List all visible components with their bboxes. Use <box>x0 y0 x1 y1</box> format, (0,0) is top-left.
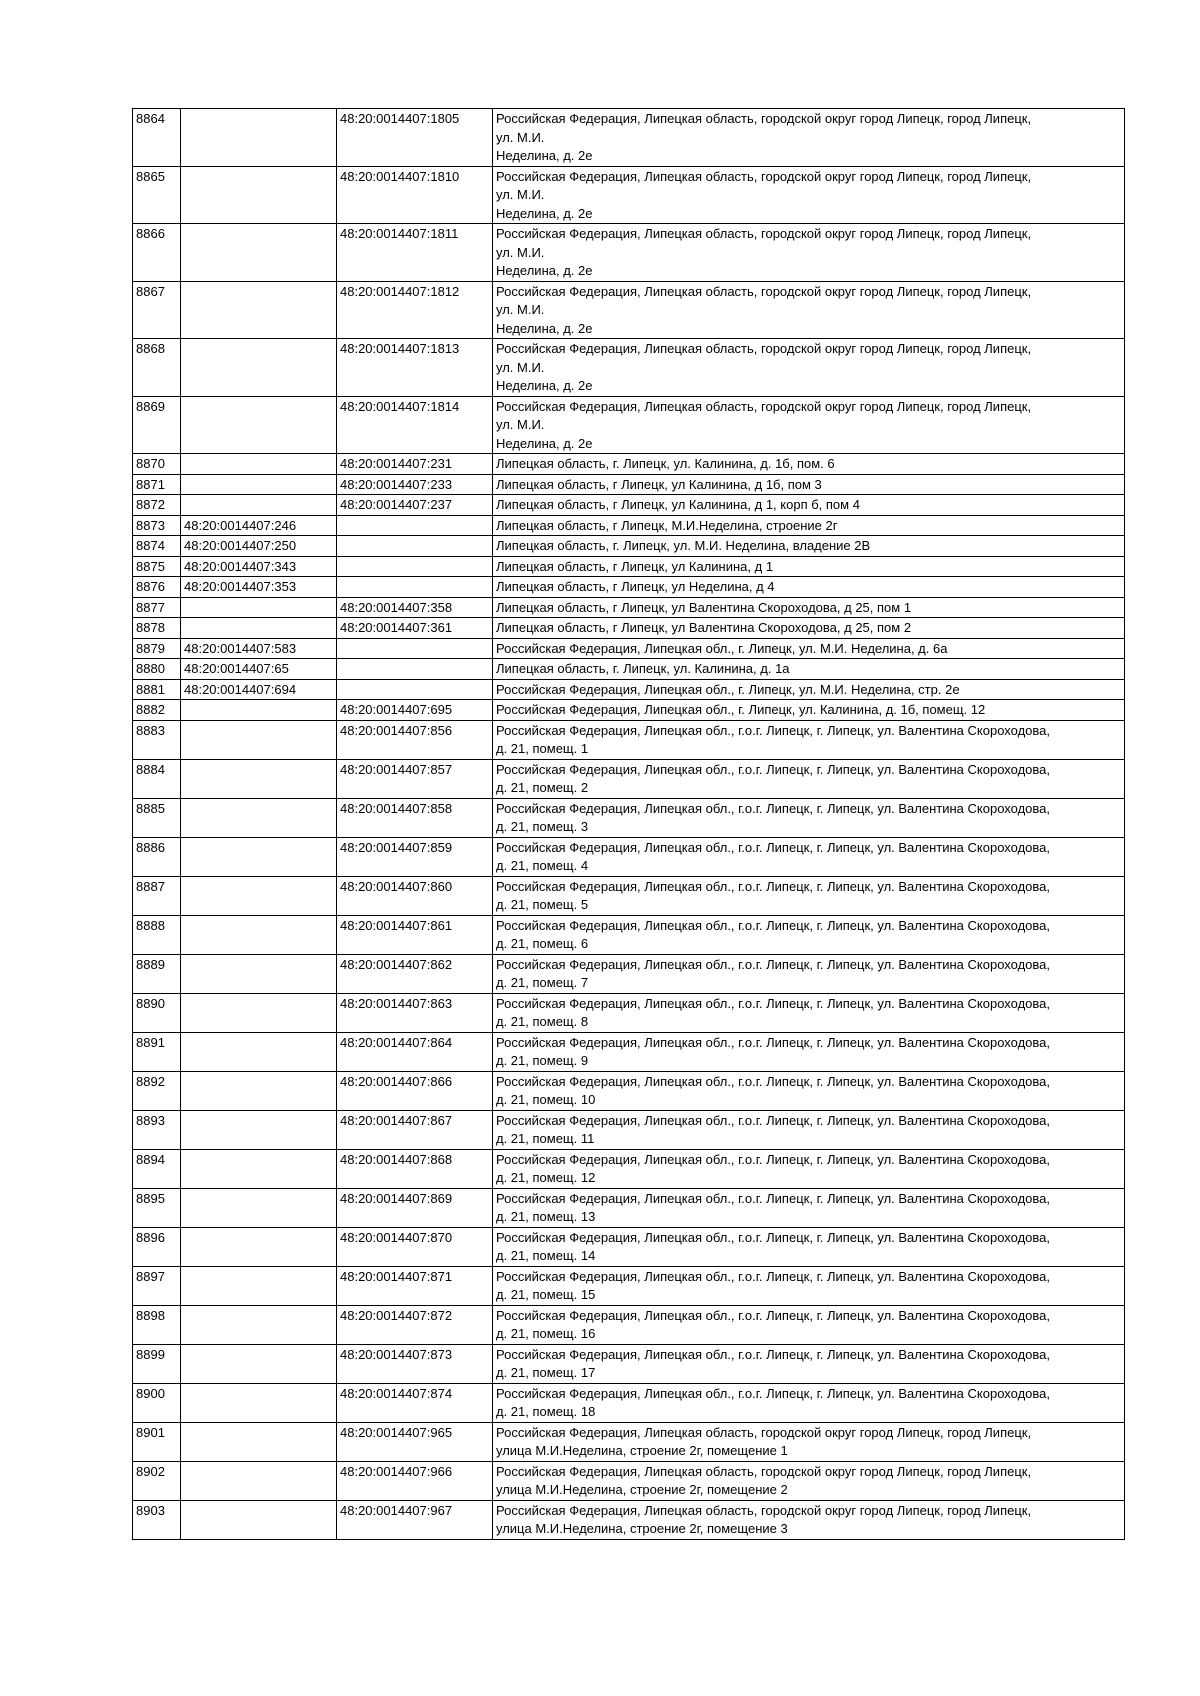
address-line: д. 21, помещ. 11 <box>496 1131 595 1146</box>
cadastral-number-cell <box>181 597 337 618</box>
address-cell <box>493 1500 1125 1539</box>
cadastral-number-cell <box>181 474 337 495</box>
row-number-cell: 8883 <box>133 720 181 759</box>
row-number-cell: 8897 <box>133 1266 181 1305</box>
row-number-cell: 8887 <box>133 876 181 915</box>
address-line: ул. М.И. <box>496 129 545 145</box>
address-line: Российская Федерация, Липецкая обл., г.о.г. Липецк, г. Липецк, ул. Валентина Скороходова, <box>496 1346 1050 1362</box>
table-row <box>133 515 1125 536</box>
address-cell <box>493 396 1125 454</box>
address-cell <box>493 281 1125 339</box>
cadastral-number-cell <box>181 720 337 759</box>
address-line: Неделина, д. 2е <box>496 320 593 336</box>
object-cadastral-number-cell: 48:20:0014407:872 <box>337 1305 493 1344</box>
address-cell <box>493 597 1125 618</box>
row-number-cell: 8879 <box>133 638 181 659</box>
cadastral-number-cell <box>181 1188 337 1227</box>
row-number-cell: 8864 <box>133 109 181 167</box>
address-line: Российская Федерация, Липецкая обл., г.о.г. Липецк, г. Липецк, ул. Валентина Скороходова, <box>496 1385 1050 1401</box>
row-number-cell: 8866 <box>133 224 181 282</box>
address-cell <box>493 1071 1125 1110</box>
object-cadastral-number-cell: 48:20:0014407:861 <box>337 915 493 954</box>
object-cadastral-number-cell: 48:20:0014407:856 <box>337 720 493 759</box>
object-cadastral-number-cell: 48:20:0014407:966 <box>337 1461 493 1500</box>
address-line: Российская Федерация, Липецкая область, городской округ город Липецк, город Липецк, <box>496 341 1032 356</box>
address-cell <box>493 109 1125 167</box>
address-line: д. 21, помещ. 18 <box>496 1404 596 1419</box>
address-cell <box>493 495 1125 516</box>
table-body <box>133 109 1125 1540</box>
row-number-cell: 8881 <box>133 679 181 700</box>
address-cell <box>493 659 1125 680</box>
address-line: Липецкая область, г. Липецк, ул. Калинина, д. 1б, пом. 6 <box>496 456 835 471</box>
row-number-cell: 8891 <box>133 1032 181 1071</box>
object-cadastral-number-cell: 48:20:0014407:867 <box>337 1110 493 1149</box>
address-cell <box>493 954 1125 993</box>
address-line: Российская Федерация, Липецкая обл., г. Липецк, ул. Калинина, д. 1б, помещ. 12 <box>496 702 986 717</box>
address-cell <box>493 1461 1125 1500</box>
table-row <box>133 876 1125 915</box>
address-line: Российская Федерация, Липецкая обл., г.о.г. Липецк, г. Липецк, ул. Валентина Скороходова, <box>496 1229 1050 1245</box>
table-row <box>133 474 1125 495</box>
object-cadastral-number-cell: 48:20:0014407:862 <box>337 954 493 993</box>
table-row <box>133 1032 1125 1071</box>
address-line: Неделина, д. 2е <box>496 263 593 278</box>
address-line: д. 21, помещ. 14 <box>496 1248 596 1263</box>
row-number-cell: 8865 <box>133 166 181 224</box>
object-cadastral-number-cell: 48:20:0014407:233 <box>337 474 493 495</box>
address-line: Российская Федерация, Липецкая область, городской округ город Липецк, город Липецк, <box>496 398 1032 414</box>
object-cadastral-number-cell: 48:20:0014407:859 <box>337 837 493 876</box>
address-cell <box>493 876 1125 915</box>
object-cadastral-number-cell: 48:20:0014407:965 <box>337 1422 493 1461</box>
object-cadastral-number-cell <box>337 536 493 557</box>
row-number-cell: 8895 <box>133 1188 181 1227</box>
table-row <box>133 915 1125 954</box>
table-row <box>133 659 1125 680</box>
address-line: Российская Федерация, Липецкая область, городской округ город Липецк, город Липецк, <box>496 111 1032 126</box>
table-row <box>133 224 1125 282</box>
address-cell <box>493 1305 1125 1344</box>
address-line: Неделина, д. 2е <box>496 205 593 221</box>
object-cadastral-number-cell <box>337 659 493 680</box>
row-number-cell: 8903 <box>133 1500 181 1539</box>
row-number-cell: 8875 <box>133 556 181 577</box>
address-cell <box>493 720 1125 759</box>
address-line: д. 21, помещ. 6 <box>496 936 589 951</box>
object-cadastral-number-cell <box>337 577 493 598</box>
row-number-cell: 8884 <box>133 759 181 798</box>
address-line: Липецкая область, г Липецк, ул Неделина, д 4 <box>496 579 775 594</box>
cadastral-number-cell <box>181 1344 337 1383</box>
cadastral-number-cell <box>181 1266 337 1305</box>
address-line: Российская Федерация, Липецкая область, городской округ город Липецк, город Липецк, <box>496 168 1032 184</box>
row-number-cell: 8886 <box>133 837 181 876</box>
address-line: Липецкая область, г. Липецк, ул. М.И. Неделина, владение 2В <box>496 538 871 553</box>
cadastral-number-cell <box>181 454 337 475</box>
row-number-cell: 8872 <box>133 495 181 516</box>
address-cell <box>493 577 1125 598</box>
row-number-cell: 8892 <box>133 1071 181 1110</box>
address-line: Липецкая область, г Липецк, ул Валентина Скороходова, д 25, пом 2 <box>496 620 912 635</box>
table-row <box>133 618 1125 639</box>
address-line: Российская Федерация, Липецкая обл., г.о.г. Липецк, г. Липецк, ул. Валентина Скороходова, <box>496 800 1050 816</box>
object-cadastral-number-cell: 48:20:0014407:1814 <box>337 396 493 454</box>
address-line: улица М.И.Неделина, строение 2г, помещение 2 <box>496 1482 788 1497</box>
row-number-cell: 8893 <box>133 1110 181 1149</box>
cadastral-number-cell <box>181 618 337 639</box>
cadastral-number-cell: 48:20:0014407:65 <box>181 659 337 680</box>
table-row <box>133 700 1125 721</box>
table-row <box>133 577 1125 598</box>
address-line: Российская Федерация, Липецкая обл., г.о.г. Липецк, г. Липецк, ул. Валентина Скороходова, <box>496 1307 1050 1323</box>
object-cadastral-number-cell: 48:20:0014407:1811 <box>337 224 493 282</box>
table-row <box>133 1461 1125 1500</box>
table-row <box>133 556 1125 577</box>
address-line: Российская Федерация, Липецкая обл., г.о.г. Липецк, г. Липецк, ул. Валентина Скороходова, <box>496 1073 1050 1089</box>
object-cadastral-number-cell: 48:20:0014407:864 <box>337 1032 493 1071</box>
address-cell <box>493 679 1125 700</box>
table-row <box>133 720 1125 759</box>
address-cell <box>493 556 1125 577</box>
object-cadastral-number-cell: 48:20:0014407:1813 <box>337 339 493 397</box>
address-cell <box>493 1032 1125 1071</box>
address-cell <box>493 166 1125 224</box>
address-line: Российская Федерация, Липецкая обл., г.о.г. Липецк, г. Липецк, ул. Валентина Скороходова, <box>496 1268 1050 1284</box>
address-line: ул. М.И. <box>496 417 545 432</box>
table-row <box>133 1071 1125 1110</box>
address-cell <box>493 638 1125 659</box>
address-line: Липецкая область, г. Липецк, ул. Калинина, д. 1а <box>496 661 790 676</box>
address-cell <box>493 1110 1125 1149</box>
address-line: д. 21, помещ. 10 <box>496 1092 596 1107</box>
address-line: д. 21, помещ. 9 <box>496 1053 589 1068</box>
address-line: д. 21, помещ. 16 <box>496 1326 596 1341</box>
object-cadastral-number-cell: 48:20:0014407:1805 <box>337 109 493 167</box>
row-number-cell: 8894 <box>133 1149 181 1188</box>
address-cell <box>493 224 1125 282</box>
table-row <box>133 837 1125 876</box>
cadastral-number-cell: 48:20:0014407:343 <box>181 556 337 577</box>
address-cell <box>493 1227 1125 1266</box>
address-cell <box>493 798 1125 837</box>
address-cell <box>493 1188 1125 1227</box>
cadastral-number-cell <box>181 495 337 516</box>
cadastral-number-cell <box>181 915 337 954</box>
address-line: д. 21, помещ. 7 <box>496 975 589 990</box>
cadastral-number-cell <box>181 1500 337 1539</box>
address-line: Российская Федерация, Липецкая область, городской округ город Липецк, город Липецк, <box>496 1463 1032 1479</box>
table-row <box>133 396 1125 454</box>
object-cadastral-number-cell: 48:20:0014407:358 <box>337 597 493 618</box>
address-line: Липецкая область, г Липецк, ул Калинина, д 1, корп б, пом 4 <box>496 497 860 512</box>
row-number-cell: 8900 <box>133 1383 181 1422</box>
address-line: Российская Федерация, Липецкая обл., г.о.г. Липецк, г. Липецк, ул. Валентина Скороходова, <box>496 1151 1050 1167</box>
address-line: д. 21, помещ. 12 <box>496 1170 596 1185</box>
row-number-cell: 8870 <box>133 454 181 475</box>
cadastral-number-cell: 48:20:0014407:583 <box>181 638 337 659</box>
address-line: д. 21, помещ. 17 <box>496 1365 596 1380</box>
table-row <box>133 1422 1125 1461</box>
row-number-cell: 8871 <box>133 474 181 495</box>
table-row <box>133 954 1125 993</box>
address-line: Российская Федерация, Липецкая обл., г. Липецк, ул. М.И. Неделина, стр. 2е <box>496 681 960 697</box>
address-cell <box>493 915 1125 954</box>
address-cell <box>493 618 1125 639</box>
cadastral-number-cell <box>181 109 337 167</box>
row-number-cell: 8874 <box>133 536 181 557</box>
cadastral-number-cell <box>181 1305 337 1344</box>
object-cadastral-number-cell: 48:20:0014407:967 <box>337 1500 493 1539</box>
address-cell <box>493 1149 1125 1188</box>
address-line: Российская Федерация, Липецкая обл., г.о.г. Липецк, г. Липецк, ул. Валентина Скороходова, <box>496 1034 1050 1050</box>
address-line: д. 21, помещ. 13 <box>496 1209 596 1224</box>
table-row <box>133 1383 1125 1422</box>
address-line: д. 21, помещ. 4 <box>496 858 589 873</box>
table-row <box>133 1227 1125 1266</box>
object-cadastral-number-cell <box>337 679 493 700</box>
address-line: Российская Федерация, Липецкая область, городской округ город Липецк, город Липецк, <box>496 226 1032 241</box>
cadastral-number-cell <box>181 1149 337 1188</box>
row-number-cell: 8890 <box>133 993 181 1032</box>
address-cell <box>493 1344 1125 1383</box>
cadastral-number-cell <box>181 837 337 876</box>
cadastral-number-cell: 48:20:0014407:353 <box>181 577 337 598</box>
cadastral-number-cell <box>181 700 337 721</box>
cadastral-number-cell <box>181 1110 337 1149</box>
object-cadastral-number-cell: 48:20:0014407:231 <box>337 454 493 475</box>
object-cadastral-number-cell: 48:20:0014407:858 <box>337 798 493 837</box>
table-row <box>133 109 1125 167</box>
object-cadastral-number-cell: 48:20:0014407:361 <box>337 618 493 639</box>
table-row <box>133 1149 1125 1188</box>
cadastral-number-cell <box>181 1032 337 1071</box>
table-row <box>133 679 1125 700</box>
row-number-cell: 8885 <box>133 798 181 837</box>
row-number-cell: 8878 <box>133 618 181 639</box>
object-cadastral-number-cell: 48:20:0014407:874 <box>337 1383 493 1422</box>
address-line: д. 21, помещ. 3 <box>496 819 589 834</box>
address-line: ул. М.И. <box>496 244 545 260</box>
address-line: ул. М.И. <box>496 187 545 202</box>
table-row <box>133 1188 1125 1227</box>
address-cell <box>493 339 1125 397</box>
object-cadastral-number-cell <box>337 515 493 536</box>
address-cell <box>493 759 1125 798</box>
table-row <box>133 1266 1125 1305</box>
address-line: Российская Федерация, Липецкая обл., г.о.г. Липецк, г. Липецк, ул. Валентина Скороходова, <box>496 956 1050 972</box>
address-line: Неделина, д. 2е <box>496 378 593 393</box>
table-row <box>133 495 1125 516</box>
address-line: ул. М.И. <box>496 302 545 317</box>
row-number-cell: 8873 <box>133 515 181 536</box>
table-row <box>133 1305 1125 1344</box>
cadastral-number-cell <box>181 759 337 798</box>
table-row <box>133 536 1125 557</box>
row-number-cell: 8867 <box>133 281 181 339</box>
address-cell <box>493 1266 1125 1305</box>
cadastral-number-cell <box>181 993 337 1032</box>
address-cell <box>493 1422 1125 1461</box>
object-cadastral-number-cell: 48:20:0014407:863 <box>337 993 493 1032</box>
address-line: д. 21, помещ. 2 <box>496 780 589 795</box>
address-cell <box>493 993 1125 1032</box>
address-cell <box>493 474 1125 495</box>
table-row <box>133 454 1125 475</box>
address-line: улица М.И.Неделина, строение 2г, помещение 1 <box>496 1443 788 1458</box>
address-line: Российская Федерация, Липецкая обл., г.о.г. Липецк, г. Липецк, ул. Валентина Скороходова, <box>496 1112 1050 1128</box>
cadastral-number-cell <box>181 876 337 915</box>
table-row <box>133 638 1125 659</box>
address-line: Российская Федерация, Липецкая обл., г.о.г. Липецк, г. Липецк, ул. Валентина Скороходова, <box>496 995 1050 1011</box>
address-line: Неделина, д. 2е <box>496 148 593 163</box>
table-row <box>133 281 1125 339</box>
row-number-cell: 8896 <box>133 1227 181 1266</box>
object-cadastral-number-cell: 48:20:0014407:868 <box>337 1149 493 1188</box>
row-number-cell: 8877 <box>133 597 181 618</box>
cadastral-number-cell <box>181 339 337 397</box>
address-line: Российская Федерация, Липецкая обл., г.о.г. Липецк, г. Липецк, ул. Валентина Скороходова, <box>496 1190 1050 1206</box>
table-row <box>133 798 1125 837</box>
address-line: Российская Федерация, Липецкая обл., г.о.г. Липецк, г. Липецк, ул. Валентина Скороходова, <box>496 917 1050 933</box>
object-cadastral-number-cell: 48:20:0014407:695 <box>337 700 493 721</box>
address-line: д. 21, помещ. 1 <box>496 741 589 756</box>
address-line: Российская Федерация, Липецкая обл., г. Липецк, ул. М.И. Неделина, д. 6а <box>496 640 948 656</box>
cadastral-number-cell <box>181 1071 337 1110</box>
cadastral-number-cell <box>181 1227 337 1266</box>
address-cell <box>493 454 1125 475</box>
row-number-cell: 8876 <box>133 577 181 598</box>
object-cadastral-number-cell <box>337 638 493 659</box>
row-number-cell: 8898 <box>133 1305 181 1344</box>
cadastral-number-cell <box>181 798 337 837</box>
table-row <box>133 1500 1125 1539</box>
table-row <box>133 339 1125 397</box>
table-row <box>133 1110 1125 1149</box>
row-number-cell: 8889 <box>133 954 181 993</box>
cadastral-table <box>132 108 1125 1540</box>
row-number-cell: 8868 <box>133 339 181 397</box>
address-cell <box>493 700 1125 721</box>
address-line: д. 21, помещ. 8 <box>496 1014 589 1029</box>
address-cell <box>493 1383 1125 1422</box>
table-row <box>133 166 1125 224</box>
row-number-cell: 8902 <box>133 1461 181 1500</box>
cadastral-number-cell: 48:20:0014407:246 <box>181 515 337 536</box>
object-cadastral-number-cell: 48:20:0014407:860 <box>337 876 493 915</box>
address-line: улица М.И.Неделина, строение 2г, помещение 3 <box>496 1521 788 1536</box>
address-line: Российская Федерация, Липецкая обл., г.о.г. Липецк, г. Липецк, ул. Валентина Скороходова, <box>496 722 1050 738</box>
address-line: д. 21, помещ. 5 <box>496 897 589 912</box>
cadastral-number-cell <box>181 954 337 993</box>
address-line: Российская Федерация, Липецкая обл., г.о.г. Липецк, г. Липецк, ул. Валентина Скороходова, <box>496 839 1050 855</box>
address-line: Российская Федерация, Липецкая обл., г.о.г. Липецк, г. Липецк, ул. Валентина Скороходова, <box>496 878 1050 894</box>
row-number-cell: 8901 <box>133 1422 181 1461</box>
address-line: Липецкая область, г Липецк, ул Калинина, д 1б, пом 3 <box>496 476 822 492</box>
row-number-cell: 8899 <box>133 1344 181 1383</box>
object-cadastral-number-cell: 48:20:0014407:873 <box>337 1344 493 1383</box>
address-line: Липецкая область, г Липецк, ул Валентина Скороходова, д 25, пом 1 <box>496 599 912 615</box>
object-cadastral-number-cell: 48:20:0014407:870 <box>337 1227 493 1266</box>
table-row <box>133 1344 1125 1383</box>
object-cadastral-number-cell: 48:20:0014407:237 <box>337 495 493 516</box>
row-number-cell: 8882 <box>133 700 181 721</box>
address-line: Неделина, д. 2е <box>496 435 593 451</box>
object-cadastral-number-cell <box>337 556 493 577</box>
object-cadastral-number-cell: 48:20:0014407:1810 <box>337 166 493 224</box>
object-cadastral-number-cell: 48:20:0014407:866 <box>337 1071 493 1110</box>
address-cell <box>493 515 1125 536</box>
row-number-cell: 8869 <box>133 396 181 454</box>
object-cadastral-number-cell: 48:20:0014407:857 <box>337 759 493 798</box>
address-line: Липецкая область, г Липецк, ул Калинина, д 1 <box>496 558 774 574</box>
address-line: Российская Федерация, Липецкая область, городской округ город Липецк, город Липецк, <box>496 1424 1032 1440</box>
address-line: Липецкая область, г Липецк, М.И.Неделина, строение 2г <box>496 517 838 533</box>
address-line: Российская Федерация, Липецкая обл., г.о.г. Липецк, г. Липецк, ул. Валентина Скороходова, <box>496 761 1050 777</box>
cadastral-number-cell <box>181 166 337 224</box>
table-row <box>133 759 1125 798</box>
address-line: ул. М.И. <box>496 359 545 375</box>
row-number-cell: 8888 <box>133 915 181 954</box>
cadastral-number-cell <box>181 281 337 339</box>
cadastral-number-cell <box>181 224 337 282</box>
address-line: Российская Федерация, Липецкая область, городской округ город Липецк, город Липецк, <box>496 283 1032 299</box>
object-cadastral-number-cell: 48:20:0014407:871 <box>337 1266 493 1305</box>
cadastral-number-cell <box>181 1383 337 1422</box>
cadastral-number-cell: 48:20:0014407:250 <box>181 536 337 557</box>
cadastral-number-cell <box>181 1461 337 1500</box>
object-cadastral-number-cell: 48:20:0014407:869 <box>337 1188 493 1227</box>
cadastral-number-cell <box>181 1422 337 1461</box>
row-number-cell: 8880 <box>133 659 181 680</box>
table-row <box>133 993 1125 1032</box>
cadastral-number-cell: 48:20:0014407:694 <box>181 679 337 700</box>
address-cell <box>493 536 1125 557</box>
address-cell <box>493 837 1125 876</box>
address-line: д. 21, помещ. 15 <box>496 1287 596 1302</box>
address-line: Российская Федерация, Липецкая область, городской округ город Липецк, город Липецк, <box>496 1502 1032 1518</box>
object-cadastral-number-cell: 48:20:0014407:1812 <box>337 281 493 339</box>
cadastral-number-cell <box>181 396 337 454</box>
table-row <box>133 597 1125 618</box>
